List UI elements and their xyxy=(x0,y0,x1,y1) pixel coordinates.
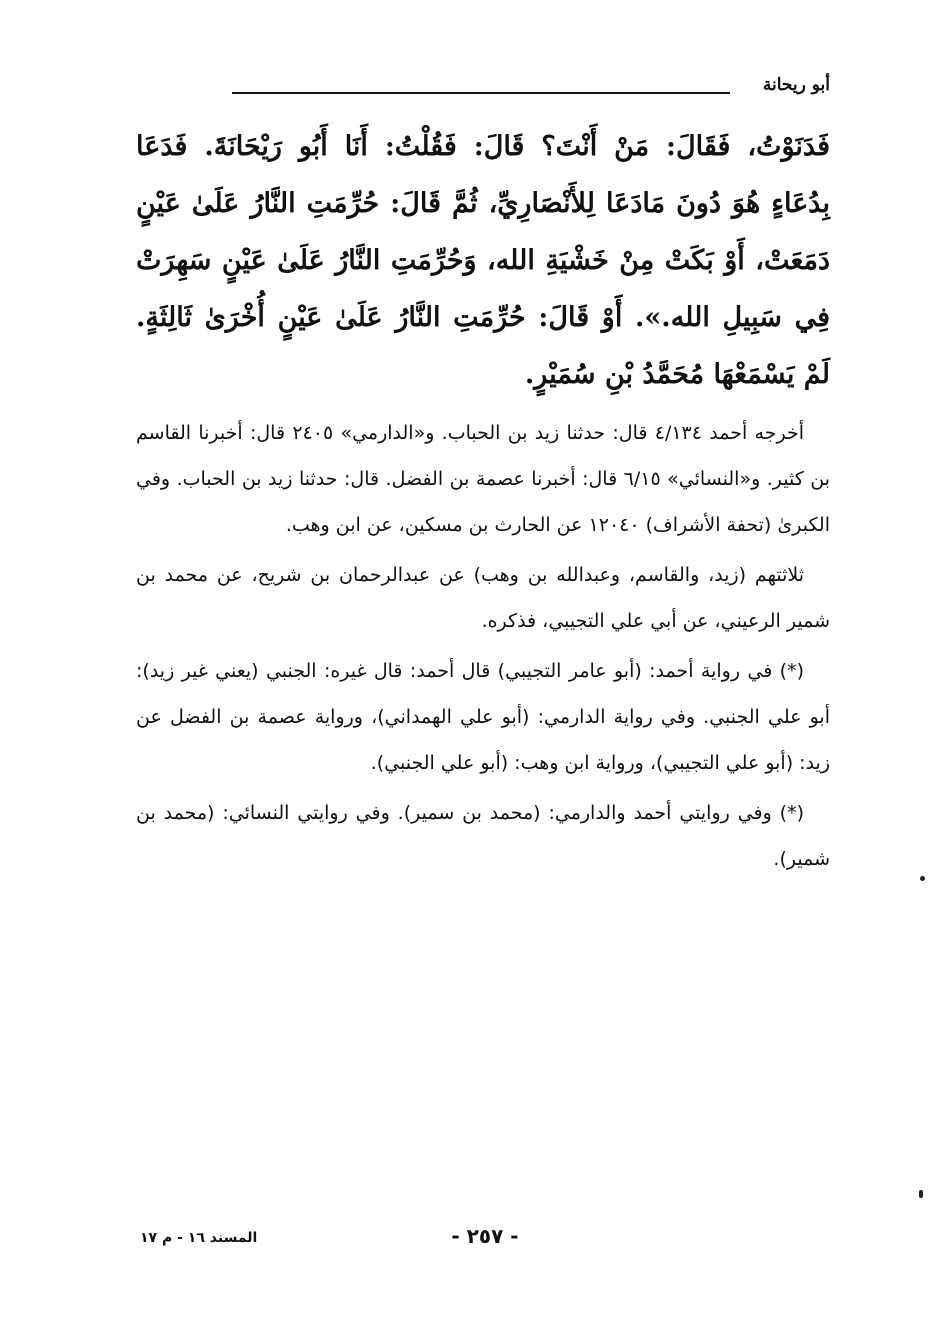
note-paragraph: (*) في رواية أحمد: (أبو عامر التجيبي) قال أحمد: قال غيره: الجنبي (يعني غير زيد): أبو علي الجنبي. وفي رواية الدارمي: (أبو علي الهمداني)، ورواية عصمة بن الفضل عن زيد: (أبو علي التجيبي)، ورواية ابن وهب: (أبو علي الجنبي). xyxy=(136,660,830,774)
page-number: - ٢٥٧ - xyxy=(451,1224,519,1248)
isnad-paragraph: ثلاثتهم (زيد، والقاسم، وعبدالله بن وهب) عن عبدالرحمان بن شريح، عن محمد بن شمير الرعيني، عن أبي علي التجيبي، فذكره. xyxy=(136,564,830,632)
commentary xyxy=(136,410,830,886)
running-header xyxy=(140,72,830,100)
hadith-text: فَدَنَوْتُ، فَقَالَ: مَنْ أَنْتَ؟ قَالَ: فَقُلْتُ: أَنَا أَبُو رَيْحَانَةَ. فَدَعَا بِدُعَاءٍ هُوَ دُونَ مَادَعَا لِلأَنْصَارِيِّ، ثُمَّ قَالَ: حُرِّمَتِ النَّارُ عَلَىٰ عَيْنٍ دَمَعَتْ، أَوْ بَكَتْ مِنْ خَشْيَةِ الله، وَحُرِّمَتِ النَّارُ عَلَىٰ عَيْنٍ سَهِرَتْ فِي سَبِيلِ الله.». أَوْ قَالَ: حُرِّمَتِ النَّارُ عَلَىٰ عَيْنٍ أُخْرَىٰ ثَالِثَةٍ. لَمْ يَسْمَعْهَا مُحَمَّدُ بْنِ سُمَيْرٍ. xyxy=(136,131,830,390)
running-title: أبو ريحانة xyxy=(762,75,830,95)
header-rule xyxy=(232,92,730,94)
note-paragraph: (*) وفي روايتي أحمد والدارمي: (محمد بن سمير). وفي روايتي النسائي: (محمد بن شمير). xyxy=(136,802,830,870)
scan-speck xyxy=(920,876,925,881)
scan-speck xyxy=(919,1190,923,1198)
signature-mark: المسند ١٦ - م ١٧ xyxy=(140,1230,258,1246)
takhrij-paragraph: أخرجه أحمد ٤/١٣٤ قال: حدثنا زيد بن الحباب. و«الدارمي» ٢٤٠٥ قال: أخبرنا القاسم بن كثير. و«النسائي» ٦/١٥ قال: أخبرنا عصمة بن الفضل. قال: حدثنا زيد بن الحباب. وفي الكبرىٰ (تحفة الأشراف) ١٢٠٤٠ عن الحارث بن مسكين، عن ابن وهب. xyxy=(136,422,830,536)
page-footer xyxy=(140,1222,830,1252)
